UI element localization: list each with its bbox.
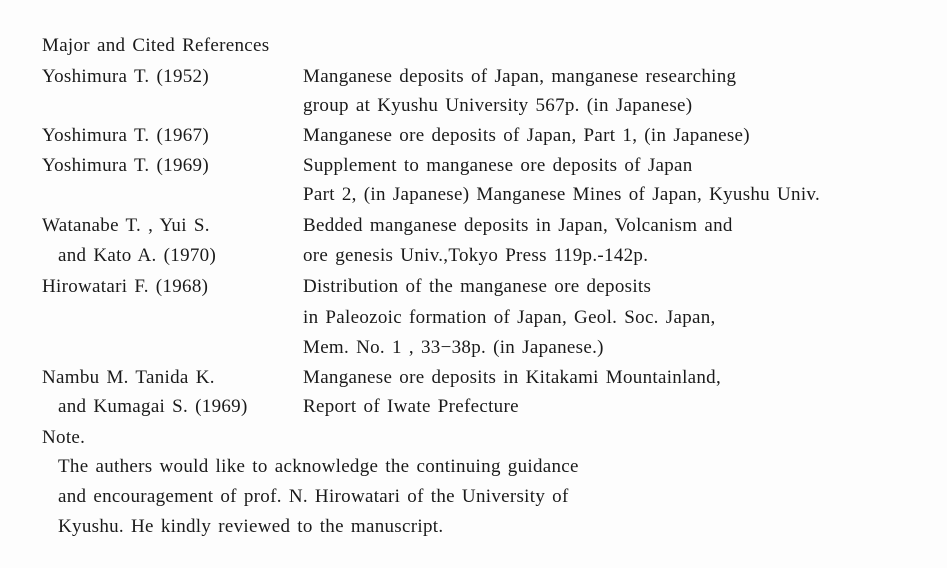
reference-author: and Kumagai S. (1969) bbox=[58, 396, 248, 417]
note-line: and encouragement of prof. N. Hirowatari of the University of bbox=[58, 486, 569, 507]
reference-text: group at Kyushu University 567p. (in Japanese) bbox=[303, 95, 693, 116]
note-line: The authers would like to acknowledge the continuing guidance bbox=[58, 456, 579, 477]
reference-text: Manganese ore deposits in Kitakami Mountainland, bbox=[303, 367, 722, 388]
reference-text: Manganese ore deposits of Japan, Part 1, (in Japanese) bbox=[303, 125, 750, 146]
reference-text: Part 2, (in Japanese) Manganese Mines of Japan, Kyushu Univ. bbox=[303, 184, 821, 205]
reference-author: Nambu M. Tanida K. bbox=[42, 367, 215, 388]
reference-author: Watanabe T. , Yui S. bbox=[42, 215, 210, 236]
reference-text: ore genesis Univ.,Tokyo Press 119p.-142p. bbox=[303, 245, 649, 266]
note-line: Kyushu. He kindly reviewed to the manuscript. bbox=[58, 516, 444, 537]
reference-text: Supplement to manganese ore deposits of Japan bbox=[303, 155, 693, 176]
reference-author: Hirowatari F. (1968) bbox=[42, 276, 209, 297]
reference-text: Report of Iwate Prefecture bbox=[303, 396, 519, 417]
reference-text: Bedded manganese deposits in Japan, Volcanism and bbox=[303, 215, 733, 236]
note-title: Note. bbox=[42, 427, 86, 448]
reference-text: Distribution of the manganese ore deposits bbox=[303, 276, 652, 297]
reference-text: Manganese deposits of Japan, manganese researching bbox=[303, 66, 737, 87]
reference-author: and Kato A. (1970) bbox=[58, 245, 217, 266]
reference-author: Yoshimura T. (1969) bbox=[42, 155, 209, 176]
reference-text: Mem. No. 1 , 33−38p. (in Japanese.) bbox=[303, 337, 604, 358]
reference-author: Yoshimura T. (1967) bbox=[42, 125, 209, 146]
references-heading: Major and Cited References bbox=[42, 35, 270, 56]
reference-author: Yoshimura T. (1952) bbox=[42, 66, 209, 87]
reference-text: in Paleozoic formation of Japan, Geol. Soc. Japan, bbox=[303, 307, 716, 328]
